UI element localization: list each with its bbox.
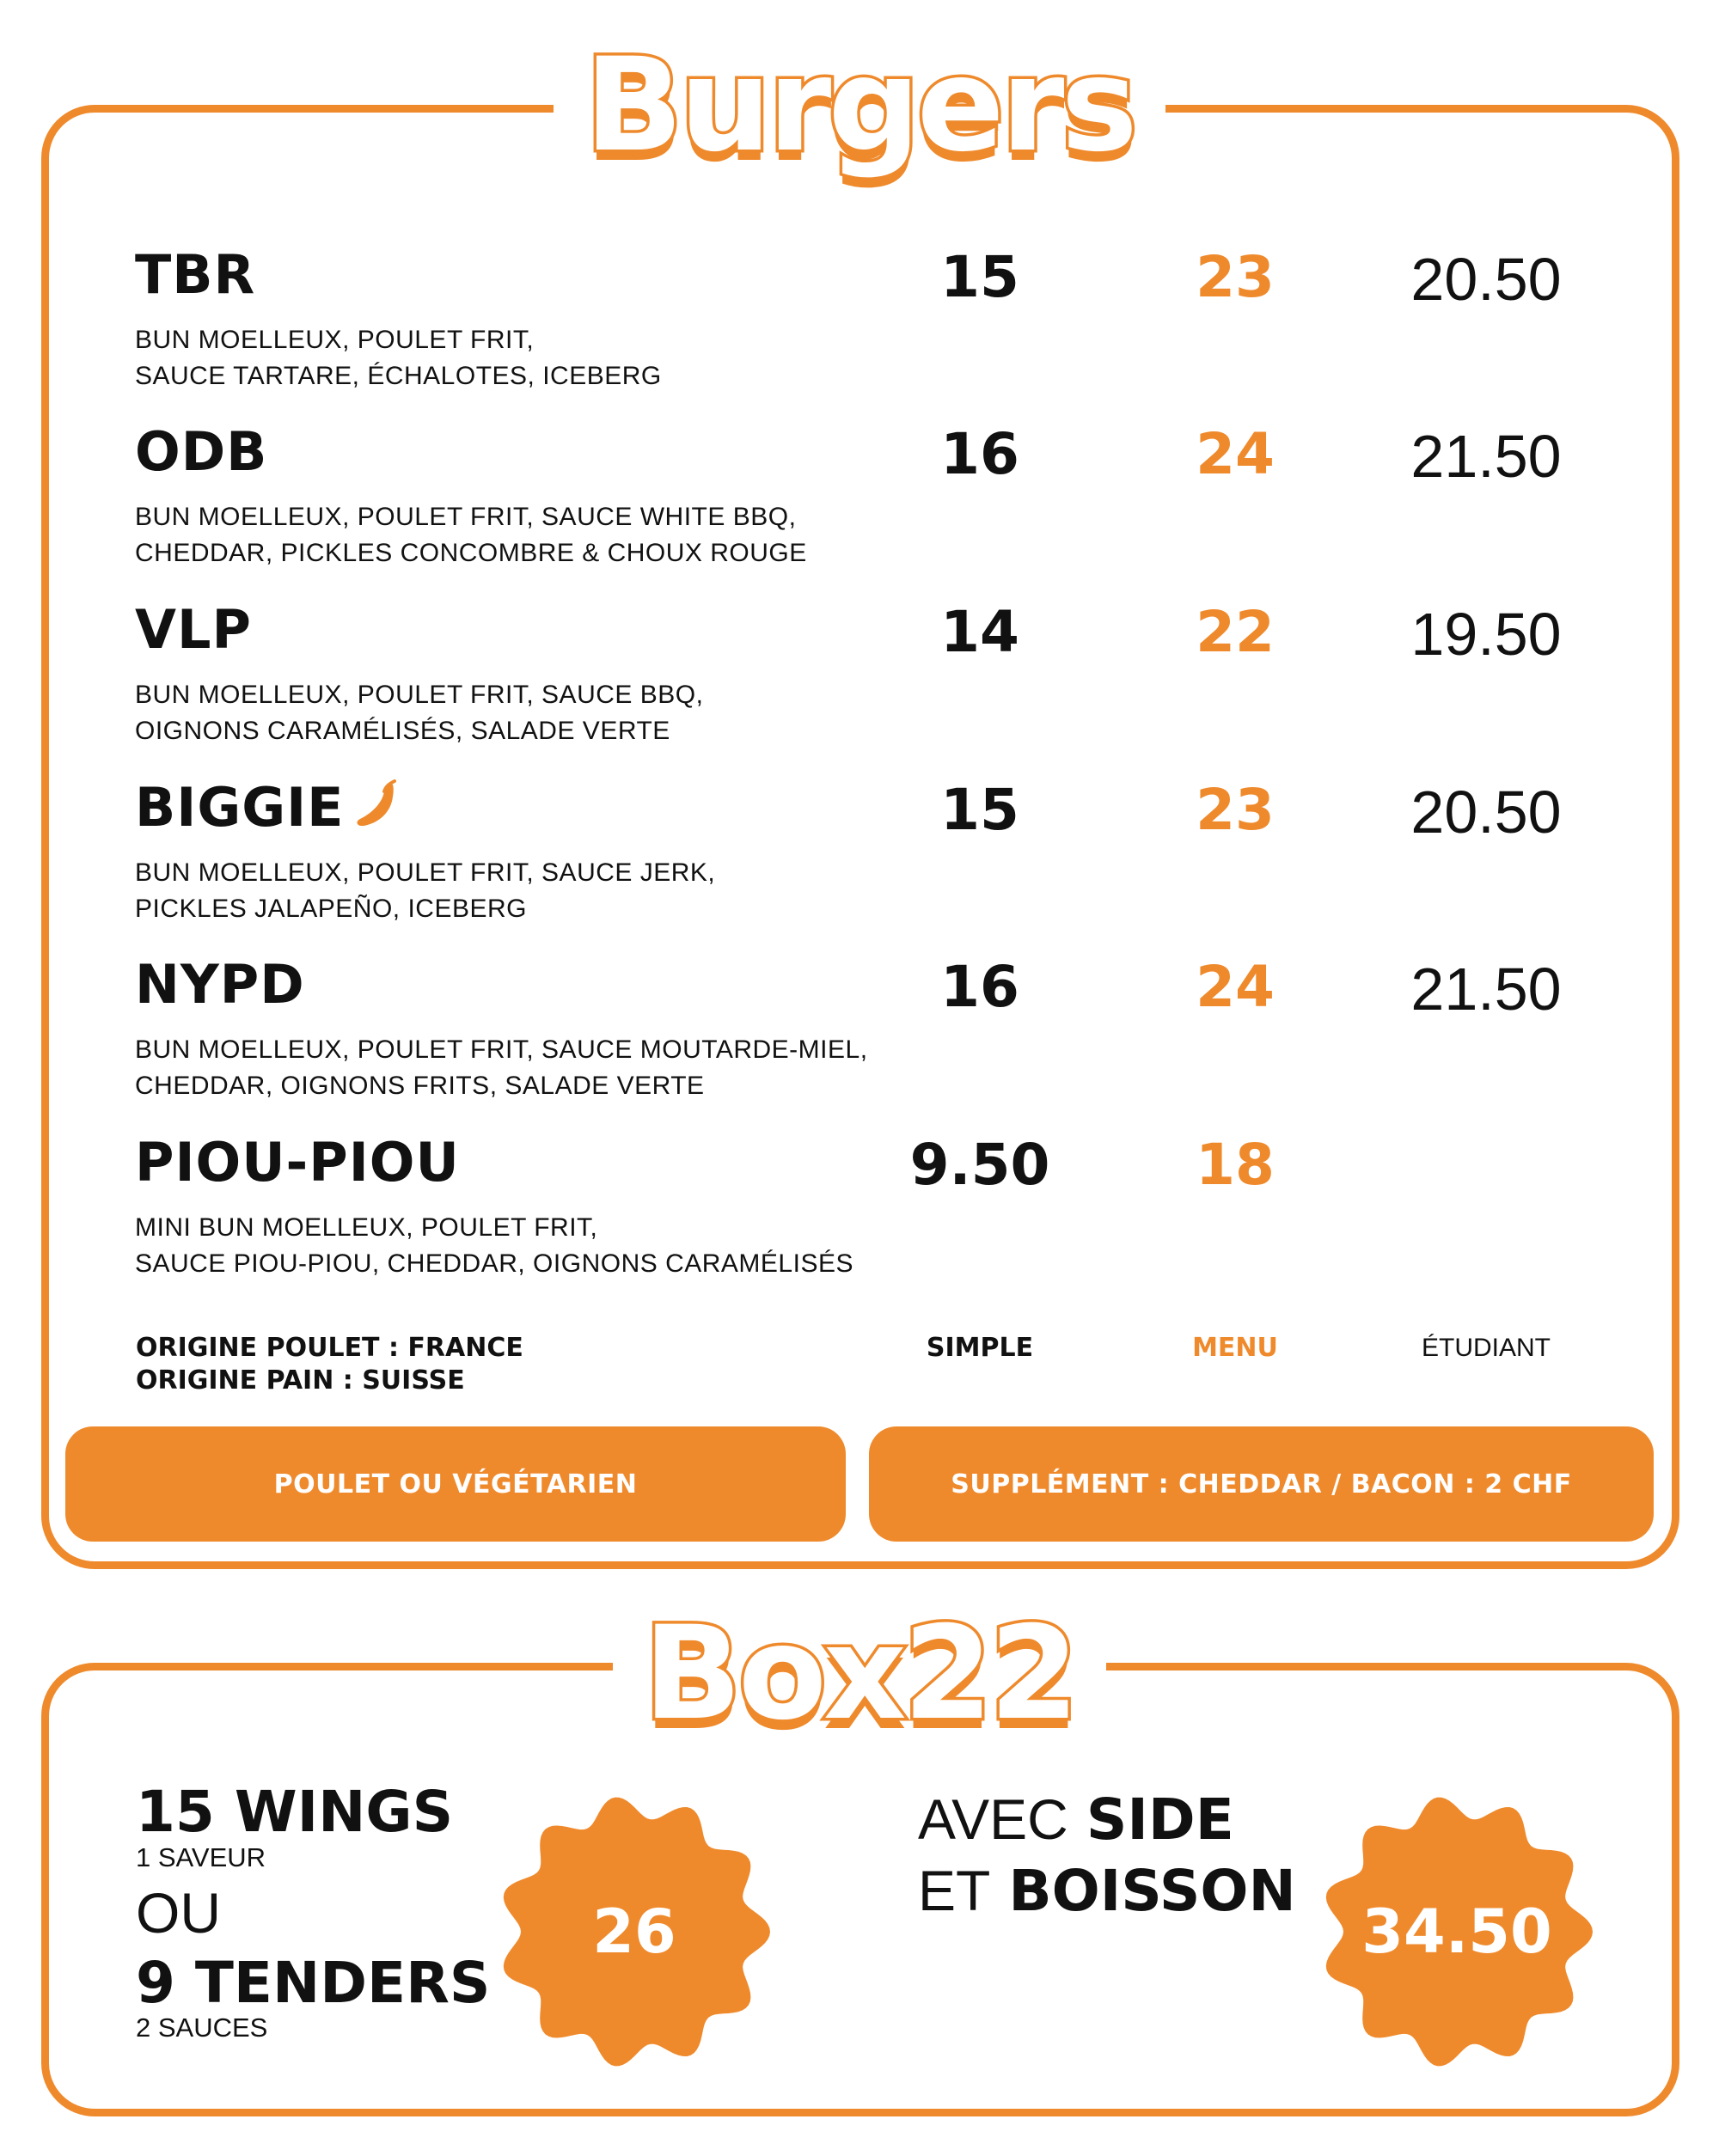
price-simple: 14 [940, 599, 1019, 665]
price-simple: 15 [940, 244, 1019, 310]
box-title: Box22 [613, 1609, 1107, 1738]
item-name: NYPD [135, 953, 305, 1016]
combo-line-1 [918, 1784, 1296, 1855]
price-simple: 9.50 [909, 1132, 1050, 1198]
item-desc-line: MINI BUN MOELLEUX, POULET FRIT, [135, 1213, 598, 1242]
box-tenders: 9 TENDERS [136, 1950, 491, 2016]
column-label-menu: MENU [1192, 1333, 1278, 1363]
combo-boisson: BOISSON [1008, 1858, 1296, 1924]
price-badge-text: 26 [592, 1896, 676, 1967]
price-badge-text: 34.50 [1361, 1896, 1552, 1967]
item-desc-line: SAUCE TARTARE, ÉCHALOTES, ICEBERG [135, 362, 662, 390]
price-badge-combo [1319, 1794, 1594, 2069]
item-name: PIOU-PIOU [135, 1131, 460, 1194]
combo-line-2 [918, 1855, 1296, 1927]
price-menu: 22 [1196, 599, 1275, 665]
option-banner-chicken-veggie: POULET OU VÉGÉTARIEN [65, 1426, 846, 1542]
item-desc-line: BUN MOELLEUX, POULET FRIT, SAUCE MOUTARDE-MIEL, [135, 1035, 868, 1064]
price-student: 19.50 [1410, 601, 1562, 668]
item-name: ODB [135, 420, 268, 483]
burgers-title: Burgers [554, 41, 1165, 170]
combo-avec: AVEC [918, 1787, 1068, 1851]
origin-info [136, 1332, 523, 1397]
combo-description [918, 1784, 1296, 1927]
combo-side: SIDE [1086, 1786, 1234, 1853]
item-desc-line: BUN MOELLEUX, POULET FRIT, [135, 326, 535, 354]
menu-item [135, 420, 1596, 592]
box-tenders-sub: 2 SAUCES [136, 2012, 268, 2043]
menu-item [135, 1131, 1596, 1303]
item-desc-line: BUN MOELLEUX, POULET FRIT, SAUCE JERK, [135, 858, 716, 887]
menu-item [135, 776, 1596, 948]
price-menu: 23 [1196, 244, 1275, 310]
price-menu: 24 [1196, 954, 1275, 1020]
item-description [135, 1210, 853, 1282]
item-desc-line: BUN MOELLEUX, POULET FRIT, SAUCE BBQ, [135, 681, 704, 709]
item-description [135, 1032, 868, 1104]
price-simple: 16 [940, 421, 1019, 487]
item-name: VLP [135, 598, 252, 661]
price-student: 20.50 [1410, 779, 1562, 846]
item-desc-line: BUN MOELLEUX, POULET FRIT, SAUCE WHITE BBQ, [135, 503, 797, 531]
price-badge-basic [497, 1794, 772, 2069]
box-or: OU [136, 1881, 221, 1945]
box-wings-sub: 1 SAVEUR [136, 1842, 266, 1872]
item-desc-line: CHEDDAR, OIGNONS FRITS, SALADE VERTE [135, 1072, 705, 1100]
item-name: TBR [135, 243, 256, 306]
price-simple: 15 [940, 777, 1019, 843]
price-menu: 24 [1196, 421, 1275, 487]
menu-item [135, 243, 1596, 415]
price-student: 21.50 [1410, 956, 1562, 1023]
supplement-banner: SUPPLÉMENT : CHEDDAR / BACON : 2 CHF [869, 1426, 1654, 1542]
column-label-simple: SIMPLE [926, 1333, 1034, 1363]
menu-item [135, 598, 1596, 770]
price-student: 21.50 [1410, 423, 1562, 490]
item-desc-line: OIGNONS CARAMÉLISÉS, SALADE VERTE [135, 717, 670, 745]
item-description [135, 677, 703, 749]
item-description [135, 499, 807, 571]
item-description [135, 855, 715, 927]
menu-item [135, 953, 1596, 1125]
price-menu: 23 [1196, 777, 1275, 843]
item-desc-line: CHEDDAR, PICKLES CONCOMBRE & CHOUX ROUGE [135, 539, 807, 567]
box-wings: 15 WINGS [136, 1779, 454, 1845]
item-name-text: BIGGIE [135, 776, 345, 839]
origin-bread: ORIGINE PAIN : SUISSE [136, 1365, 465, 1396]
price-student: 20.50 [1410, 246, 1562, 313]
origin-chicken: ORIGINE POULET : FRANCE [136, 1333, 523, 1363]
combo-et: ET [918, 1859, 991, 1922]
item-desc-line: SAUCE PIOU-PIOU, CHEDDAR, OIGNONS CARAMÉLISÉS [135, 1249, 853, 1278]
price-menu: 18 [1196, 1132, 1275, 1198]
price-simple: 16 [940, 954, 1019, 1020]
item-desc-line: PICKLES JALAPEÑO, ICEBERG [135, 895, 527, 923]
item-description [135, 322, 662, 394]
column-label-student: ÉTUDIANT [1422, 1334, 1551, 1362]
chili-pepper-icon [353, 779, 398, 843]
item-name [135, 776, 398, 843]
